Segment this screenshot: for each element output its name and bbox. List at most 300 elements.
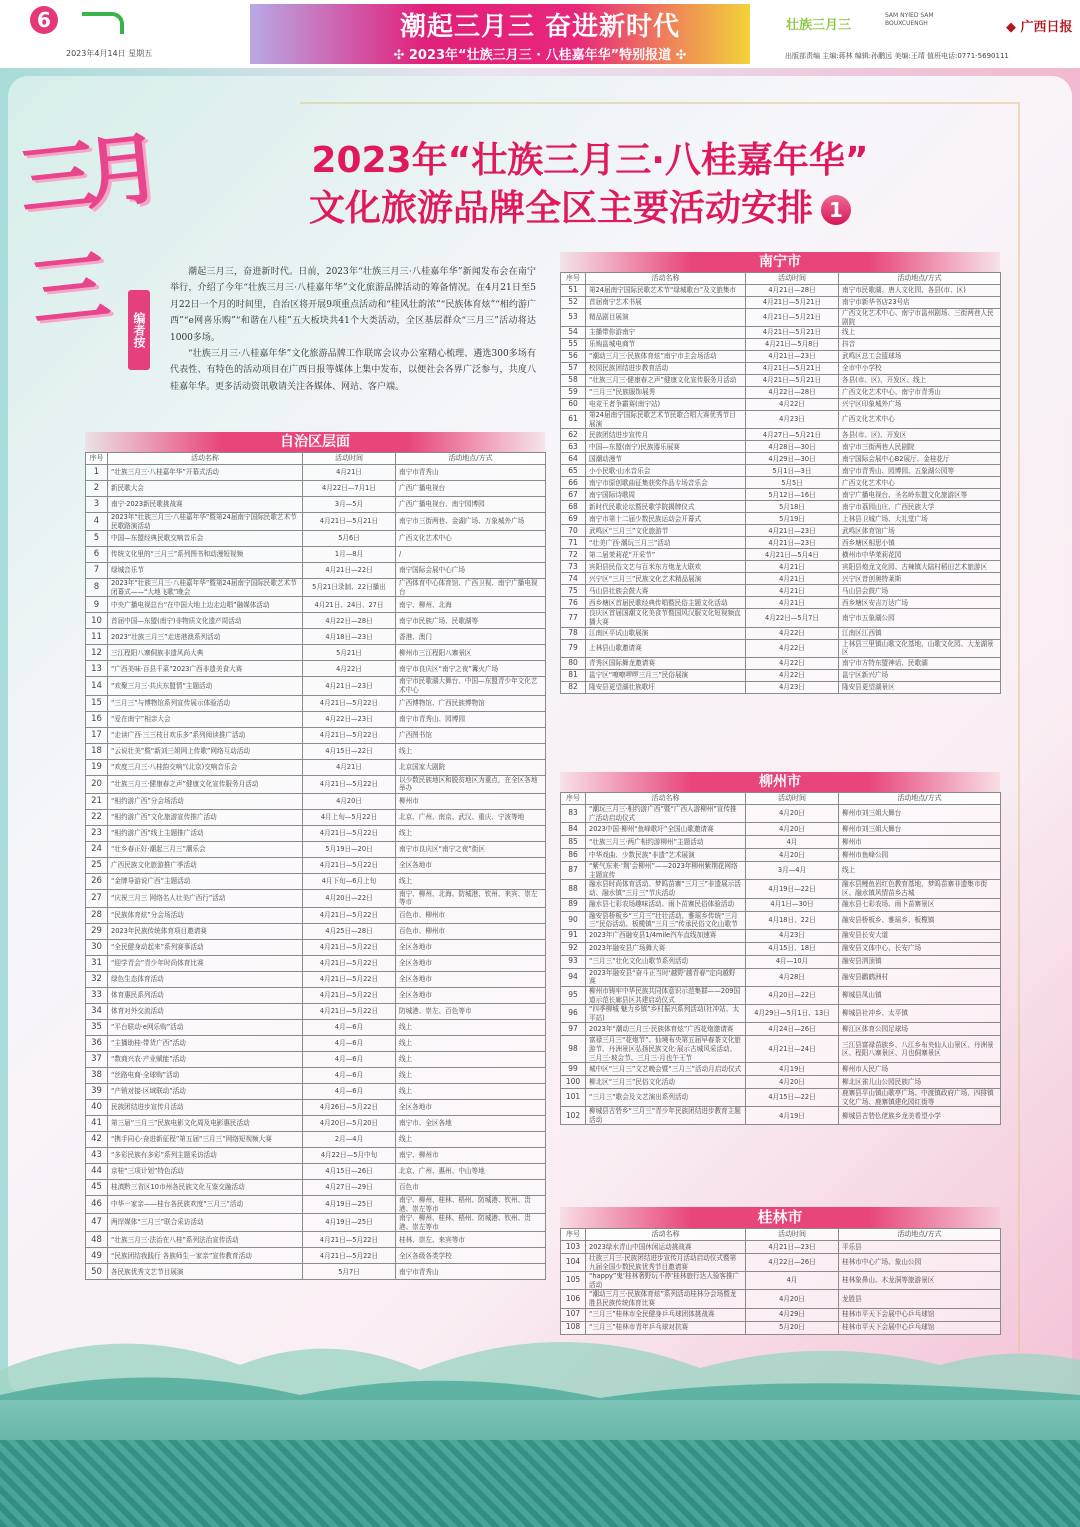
- table-row: [561, 1005, 1001, 1023]
- table-row: [86, 513, 546, 531]
- row-number: 91: [561, 929, 586, 942]
- activity-location: 鹿寨县平山镇山歌亭广场、中渡镇政府广场、四排镇文化广场、鹿寨镇建化园红街等: [839, 1089, 1001, 1107]
- activity-time: 4月27日—5月21日: [746, 429, 839, 441]
- table-row: [86, 563, 546, 579]
- activity-location: 桂林市平天下会展中心乒乓球馆: [839, 1321, 1001, 1334]
- row-number: 53: [561, 309, 586, 327]
- activity-name: 西乡塘区首届民歌经典传唱暨民俗主题文化活动: [586, 597, 746, 609]
- row-number: 92: [561, 942, 586, 955]
- row-number: 27: [86, 889, 108, 907]
- section-title-liuzhou: 柳州市: [560, 772, 1000, 792]
- table-guilin: [560, 1228, 1001, 1335]
- activity-location: 南宁市三街两巷人民剧院: [839, 441, 1001, 453]
- table-row: [561, 525, 1001, 537]
- row-number: 32: [86, 971, 108, 987]
- row-number: 82: [561, 681, 586, 693]
- table-row: [561, 465, 1001, 477]
- table-row: [86, 1083, 546, 1099]
- row-number: 100: [561, 1076, 586, 1089]
- activity-time: 4月21日: [746, 573, 839, 585]
- activity-name: 2023年融安县广场舞大赛: [586, 942, 746, 955]
- activity-name: 2023“壮族三月三”走进港澳系列活动: [108, 629, 303, 645]
- table-row: [86, 1179, 546, 1195]
- col-activity-name: 活动名称: [108, 453, 303, 465]
- row-number: 47: [86, 1214, 108, 1232]
- activity-location: 各县(市、区)、开发区: [839, 429, 1001, 441]
- row-number: 29: [86, 923, 108, 939]
- activity-time: 4月15日—26日: [303, 1163, 396, 1179]
- row-number: 45: [86, 1179, 108, 1195]
- activity-location: 柳州市人民广场: [839, 1063, 1001, 1076]
- table-row: [561, 453, 1001, 465]
- section-title-autonomous-region: 自治区层面: [85, 432, 545, 452]
- activity-name: 南宁市第十二届少数民族运动会开幕式: [586, 513, 746, 525]
- row-number: 104: [561, 1254, 586, 1272]
- activity-location: 香港、澳门: [396, 629, 546, 645]
- table-row: [561, 1308, 1001, 1321]
- activity-time: 2月—4月: [303, 1131, 396, 1147]
- activity-time: 4月22日—26日: [746, 1254, 839, 1272]
- row-number: 34: [86, 1003, 108, 1019]
- row-number: 21: [86, 793, 108, 809]
- activity-name: 富禄三月三“花炮节”、仙境布央第五届早春茶文化旅游节、丹洲景区弘扬民族文化·展示古城风采活动、三月三·坡会节、三月三·月也午王节: [586, 1036, 746, 1063]
- activity-time: 4月21日、24日、27日: [303, 597, 396, 613]
- row-number: 43: [86, 1147, 108, 1163]
- table-row: [86, 971, 546, 987]
- activity-location: 广西文化艺术中心: [839, 477, 1001, 489]
- activity-time: 4月上旬—5月22日: [303, 809, 396, 825]
- row-number: 19: [86, 759, 108, 775]
- activity-time: 4月21日—23日: [303, 677, 396, 695]
- table-liuzhou: [560, 792, 1001, 1125]
- table-row: [561, 339, 1001, 351]
- activity-name: “四季柳城 魅力乡镇”乡村振兴系列活动(社冲站、太平站): [586, 1005, 746, 1023]
- editor-note-paragraph: “壮族三月三·八桂嘉年华”文化旅游品牌工作联席会议办公室精心梳理、遴选300多场有代表性、有特色的活动项目在广西日报等媒体上集中发布，以便社会各界广泛参与，共度八桂嘉年华。更多活动资讯敬请关注各媒体、网站、客户端。: [170, 349, 536, 392]
- table-row: [561, 477, 1001, 489]
- activity-location: 广西广播电视台: [396, 481, 546, 497]
- activity-location: 兴宁区昔创奥特莱斯: [839, 573, 1001, 585]
- activity-location: 南宁、柳州、桂林、梧州、防城港、钦州、贵港、崇左等市: [396, 1195, 546, 1213]
- activity-name: 上林县山歌邀请赛: [586, 639, 746, 657]
- activity-time: 4月22日—28日: [746, 387, 839, 399]
- activity-time: 4月23日: [746, 411, 839, 429]
- activity-location: 柳州市: [839, 836, 1001, 849]
- activity-time: 4月28日: [746, 968, 839, 986]
- page-number: 6: [30, 6, 58, 34]
- activity-location: 全区各地市: [396, 857, 546, 873]
- activity-location: 各县(市、区)、开发区、线上: [839, 375, 1001, 387]
- activity-name: “欢聚三月三·共庆东盟情”主题活动: [108, 677, 303, 695]
- table-row: [561, 609, 1001, 627]
- activity-name: “平台联动·e网乐购”活动: [108, 1019, 303, 1035]
- row-number: 13: [86, 661, 108, 677]
- activity-time: 4月20日: [746, 1290, 839, 1308]
- activity-location: 全区各级各类学校: [396, 1248, 546, 1264]
- row-number: 103: [561, 1241, 586, 1254]
- activity-name: 壮族三月三·民族团结进步宣传月活动启动仪式暨第九届全国少数民族优秀节目邀请赛: [586, 1254, 746, 1272]
- activity-name: 武鸣区“三月三”文化旅游节: [586, 525, 746, 537]
- table-row: [86, 743, 546, 759]
- col-activity-name: 活动名称: [586, 1229, 746, 1241]
- row-number: 66: [561, 477, 586, 489]
- row-number: 95: [561, 986, 586, 1004]
- row-number: 85: [561, 836, 586, 849]
- table-row: [561, 399, 1001, 411]
- row-number: 99: [561, 1063, 586, 1076]
- activity-location: 西乡塘区相思小镇: [839, 537, 1001, 549]
- row-number: 74: [561, 573, 586, 585]
- table-row: [561, 297, 1001, 309]
- table-row: [86, 889, 546, 907]
- activity-location: 融水县七彩农场、雨卜苗寨景区: [839, 898, 1001, 911]
- activity-location: 宾阳县炮龙文化园、古辣镇大陆村稻田艺术旅游区: [839, 561, 1001, 573]
- table-row: [86, 1099, 546, 1115]
- table-row: [86, 481, 546, 497]
- table-row: [86, 1051, 546, 1067]
- main-title-line2: [0, 180, 1080, 231]
- table-row: [561, 585, 1001, 597]
- activity-time: 4月19日—25日: [303, 1195, 396, 1213]
- table-row: [86, 793, 546, 809]
- table-row: [86, 677, 546, 695]
- row-number: 80: [561, 657, 586, 669]
- activity-location: 广西体育中心体育馆、广西卫视、南宁广播电视台: [396, 579, 546, 597]
- activity-location: 南宁国际会展中心B2展厅、金桂花厅: [839, 453, 1001, 465]
- row-number: 101: [561, 1089, 586, 1107]
- activity-location: 全市中小学校: [839, 363, 1001, 375]
- activity-location: 平乐县: [839, 1241, 1001, 1254]
- activity-location: 全区各地市: [396, 1099, 546, 1115]
- activity-location: 马山县会鼓广场: [839, 585, 1001, 597]
- activity-location: 南宁国际会展中心广场: [396, 563, 546, 579]
- activity-name: “三月三”与博物馆系列宣传展示体验活动: [108, 695, 303, 711]
- table-row: [561, 1290, 1001, 1308]
- row-number: 86: [561, 849, 586, 862]
- table-row: [561, 955, 1001, 968]
- activity-name: “三月三”民族服饰展秀: [586, 387, 746, 399]
- table-row: [561, 862, 1001, 880]
- row-number: 96: [561, 1005, 586, 1023]
- activity-time: 4月21日—23日: [746, 351, 839, 363]
- activity-time: 4月21日—5月22日: [303, 695, 396, 711]
- table-row: [86, 1019, 546, 1035]
- activity-name: 马山县壮族会鼓大赛: [586, 585, 746, 597]
- activity-time: 5月5日: [746, 477, 839, 489]
- activity-time: 4月21日—5月22日: [303, 857, 396, 873]
- festival-logo: 壮族三月三: [786, 18, 852, 33]
- table-row: [561, 639, 1001, 657]
- activity-time: 4月21日—5月21日: [746, 297, 839, 309]
- activity-name: 中华戏曲、少数民族“非遗”艺术展演: [586, 849, 746, 862]
- activity-location: 融安县泗顶镇: [839, 955, 1001, 968]
- activity-name: 融水县七彩农场趣味活动、雨卜苗寨民俗体验活动: [586, 898, 746, 911]
- activity-location: 桂林市平天下会展中心乒乓球馆: [839, 1308, 1001, 1321]
- section-title-guilin: 桂林市: [560, 1207, 1000, 1228]
- row-number: 76: [561, 597, 586, 609]
- activity-location: 柳州市三江程阳八寨景区: [396, 645, 546, 661]
- row-number: 70: [561, 525, 586, 537]
- activity-location: 全区各地市: [396, 987, 546, 1003]
- row-number: 9: [86, 597, 108, 613]
- row-number: 4: [86, 513, 108, 531]
- activity-name: 第三届“三月三”民族电影文化周及电影惠民活动: [108, 1115, 303, 1131]
- activity-location: 柳州市刘三姐大舞台: [839, 823, 1001, 836]
- activity-time: 4月29日—30日: [746, 453, 839, 465]
- table-row: [561, 805, 1001, 823]
- table-row: [561, 537, 1001, 549]
- activity-time: 5月19日—20日: [303, 841, 396, 857]
- activity-location: 南宁市良庆区“南宁之夜”篝火广场: [396, 661, 546, 677]
- activity-name: “壮美广西·潮玩三月三”活动: [586, 537, 746, 549]
- col-activity-location: 活动地点/方式: [839, 1229, 1001, 1241]
- activity-name: “民族体育炫”分会场活动: [108, 907, 303, 923]
- row-number: 60: [561, 399, 586, 411]
- activity-location: 柳城县古砦仫佬族乡龙美希望小学: [839, 1107, 1001, 1125]
- activity-time: 4月21日—5月22日: [303, 1003, 396, 1019]
- col-number: 序号: [86, 453, 108, 465]
- col-activity-name: 活动名称: [586, 273, 746, 285]
- activity-name: 2023年“壮族三月三·八桂嘉年华”暨第24届南宁国际民歌艺术节民歌路演活动: [108, 513, 303, 531]
- activity-name: 2023年融安县“奋斗正当时‘越野’越青春”定向越野赛: [586, 968, 746, 986]
- activity-location: 百色市、柳州市: [396, 923, 546, 939]
- table-row: [561, 351, 1001, 363]
- activity-name: 新民歌大会: [108, 481, 303, 497]
- row-number: 106: [561, 1290, 586, 1308]
- table-row: [86, 1147, 546, 1163]
- table-row: [561, 1076, 1001, 1089]
- activity-location: 融水县鲤鱼岩红色教育基地、梦呜苗寨非遗集市街区、融水镇风情苗乡古城: [839, 880, 1001, 898]
- table-row: [86, 809, 546, 825]
- activity-time: 4月22日—5月中旬: [303, 1147, 396, 1163]
- activity-time: 4月21日: [303, 759, 396, 775]
- activity-time: 4月20日: [746, 823, 839, 836]
- table-row: [86, 1214, 546, 1232]
- row-number: 6: [86, 547, 108, 563]
- issue-date: 2023年4月14日 星期五: [66, 49, 153, 58]
- activity-location: 线上: [396, 743, 546, 759]
- editor-credits: 出版部责编 主编:蒋林 编辑:孙鹏远 美编:王靖 值班电话:0771-5690111: [785, 52, 1009, 60]
- activity-location: 柳北区雀儿山公园民族广场: [839, 1076, 1001, 1089]
- activity-name: 精品剧目展演: [586, 309, 746, 327]
- activity-time: 4月22日—5月7日: [746, 609, 839, 627]
- activity-location: 柳城县社冲乡、太平镇: [839, 1005, 1001, 1023]
- activity-location: 南宁市青秀山、园博园: [396, 711, 546, 727]
- table-nanning: [560, 272, 1001, 694]
- activity-location: 上林县三里镇山歌文化基地、山歌文化园、大龙湖景区: [839, 639, 1001, 657]
- activity-time: 5月19日: [746, 513, 839, 525]
- activity-time: 4月21日—5月22日: [303, 775, 396, 793]
- row-number: 8: [86, 579, 108, 597]
- row-number: 17: [86, 727, 108, 743]
- activity-name: 乐购邕城电商节: [586, 339, 746, 351]
- activity-time: 5月21日: [303, 645, 396, 661]
- activity-location: 南宁市青秀山: [396, 1264, 546, 1280]
- table-row: [561, 1036, 1001, 1063]
- table-row: [86, 711, 546, 727]
- row-number: 1: [86, 465, 108, 481]
- sanyuesan-calligraphy-art: 三月三: [15, 124, 152, 340]
- row-number: 40: [86, 1099, 108, 1115]
- table-row: [561, 327, 1001, 339]
- activity-name: 2023年“壮族三月三·八桂嘉年华”暨第24届南宁国际民歌艺术节闭幕式——“大地飞歌”晚会: [108, 579, 303, 597]
- activity-time: 4月22日—23日: [303, 711, 396, 727]
- col-activity-location: 活动地点/方式: [396, 453, 546, 465]
- row-number: 52: [561, 297, 586, 309]
- activity-location: 南宁市三街两巷、金湖广场、万象城外广场: [396, 513, 546, 531]
- activity-name: 2023绿水青山中国休闲运动挑战赛: [586, 1241, 746, 1254]
- activity-name: 各民族优秀文艺节目展演: [108, 1264, 303, 1280]
- activity-name: “多彩民族有多彩”系列主题采访活动: [108, 1147, 303, 1163]
- activity-time: 4月22日—28日: [303, 613, 396, 629]
- row-number: 97: [561, 1023, 586, 1036]
- row-number: 12: [86, 645, 108, 661]
- table-row: [561, 986, 1001, 1004]
- row-number: 22: [86, 809, 108, 825]
- row-number: 48: [86, 1232, 108, 1248]
- activity-location: 广西博物馆、广西民族博物馆: [396, 695, 546, 711]
- row-number: 75: [561, 585, 586, 597]
- activity-time: 4月—6月: [303, 1067, 396, 1083]
- activity-name: 小小民歌·山水音乐会: [586, 465, 746, 477]
- newspaper-logo: ◆ 广西日报: [1006, 20, 1073, 35]
- activity-time: 4月—6月: [303, 1051, 396, 1067]
- activity-location: 北京国家大剧院: [396, 759, 546, 775]
- activity-name: 南宁国际诗歌周: [586, 489, 746, 501]
- row-number: 3: [86, 497, 108, 513]
- activity-location: 全区各地市: [396, 955, 546, 971]
- activity-time: 5月20日: [746, 1321, 839, 1334]
- activity-time: 4月下旬—6月上旬: [303, 873, 396, 889]
- activity-location: 线上: [396, 1019, 546, 1035]
- editor-note: [170, 264, 536, 395]
- table-row: [561, 1241, 1001, 1254]
- activity-time: 4月19日: [746, 1107, 839, 1125]
- activity-location: 柳城县凤山镇: [839, 986, 1001, 1004]
- row-number: 89: [561, 898, 586, 911]
- row-number: 36: [86, 1035, 108, 1051]
- row-number: 69: [561, 513, 586, 525]
- row-number: 11: [86, 629, 108, 645]
- table-row: [86, 939, 546, 955]
- activity-time: 4月23日: [746, 929, 839, 942]
- activity-location: 南宁市青秀山: [396, 465, 546, 481]
- activity-location: 三江县富禄苗族乡、八江乡布央仙人山景区、丹洲景区、程阳八寨景区、月也侗寨景区: [839, 1036, 1001, 1063]
- row-number: 90: [561, 911, 586, 929]
- table-row: [561, 681, 1001, 693]
- activity-time: 4月20日—22日: [746, 986, 839, 1004]
- activity-time: 4月21日—5月22日: [303, 907, 396, 923]
- row-number: 61: [561, 411, 586, 429]
- header-title: 潮起三月三 奋进新时代: [399, 12, 681, 42]
- row-number: 83: [561, 805, 586, 823]
- activity-name: “相约游广西”文化旅游宣传推广活动: [108, 809, 303, 825]
- table-row: [86, 1067, 546, 1083]
- activity-location: 广西文化艺术中心: [396, 531, 546, 547]
- activity-location: 融安县鹳鹤洲村: [839, 968, 1001, 986]
- activity-name: 中国—东盟(南宁)民族器乐展赛: [586, 441, 746, 453]
- table-row: [561, 387, 1001, 399]
- activity-name: “紫气东来·‘荆’会柳州”——2023年柳州紫荆花网络主题宣传: [586, 862, 746, 880]
- table-header-row: [561, 793, 1001, 805]
- activity-name: 中国—东盟经典民歌交响音乐会: [108, 531, 303, 547]
- activity-name: “三月三”壮化文化山歌节系列活动: [586, 955, 746, 968]
- table-row: [561, 363, 1001, 375]
- activity-location: 南宁市民歌湖、唐人文化园、各县(市、区): [839, 285, 1001, 297]
- activity-name: 南宁市原创歌曲征集获奖作品专场音乐会: [586, 477, 746, 489]
- activity-time: 4月22日: [746, 639, 839, 657]
- main-title-line1: 2023年“壮族三月三·八桂嘉年华”: [311, 140, 869, 181]
- activity-name: “相约游广西”线上主题推广活动: [108, 825, 303, 841]
- table-row: [86, 987, 546, 1003]
- table-row: [561, 597, 1001, 609]
- activity-name: 2023中国·柳州“鱼峰歌圩”全国山歌邀请赛: [586, 823, 746, 836]
- table-row: [561, 489, 1001, 501]
- activity-location: 南宁市良庆区“南宁之夜”街区: [396, 841, 546, 857]
- activity-location: 桂林象鼻山、木龙洞等旅游景区: [839, 1272, 1001, 1290]
- activity-time: 1月—8月: [303, 547, 396, 563]
- table-row: [561, 573, 1001, 585]
- activity-name: 绿色生态体育活动: [108, 971, 303, 987]
- activity-name: “三月三”桂林市全民健身乒乓球团体挑战赛: [586, 1308, 746, 1321]
- activity-location: 南宁市青秀山、园博园、五象湖公园等: [839, 465, 1001, 477]
- activity-time: 4月27日—29日: [303, 1179, 396, 1195]
- activity-time: 4月15日—22日: [303, 743, 396, 759]
- activity-time: 4月21日—5月21日: [746, 375, 839, 387]
- table-row: [86, 841, 546, 857]
- table-row: [561, 1023, 1001, 1036]
- activity-location: 全区各地市: [396, 971, 546, 987]
- row-number: 39: [86, 1083, 108, 1099]
- table-row: [561, 911, 1001, 929]
- activity-location: 南宁、柳州、桂林、梧州、防城港、钦州、贵港、崇左等市: [396, 1214, 546, 1232]
- activity-location: 百色市: [396, 1179, 546, 1195]
- row-number: 71: [561, 537, 586, 549]
- table-row: [561, 1272, 1001, 1290]
- activity-time: 4月15日、18日: [746, 942, 839, 955]
- row-number: 78: [561, 627, 586, 639]
- row-number: 46: [86, 1195, 108, 1213]
- table-row: [561, 942, 1001, 955]
- activity-name: 良庆区首届国潮文化美食节暨国风汉服文化短视频直播大赛: [586, 609, 746, 627]
- activity-time: 3月—5月: [303, 497, 396, 513]
- row-number: 57: [561, 363, 586, 375]
- activity-location: 广西文化艺术中心: [839, 411, 1001, 429]
- activity-name: 柳城县古砦乡“三月三”青少年民族团结进步教育主题活动: [586, 1107, 746, 1125]
- activity-time: 4月22日: [746, 657, 839, 669]
- row-number: 98: [561, 1036, 586, 1063]
- activity-name: 柳州市铸牢中华民族共同体意识示范集群——209国道示范长廊县区共建启动仪式: [586, 986, 746, 1004]
- activity-name: “壮族三月三·健康春之声”健康文化宣传服务月活动: [108, 775, 303, 793]
- row-number: 81: [561, 669, 586, 681]
- activity-location: 线上: [396, 873, 546, 889]
- activity-name: “广西美味·百县千菜”2023广西非遗美食大赛: [108, 661, 303, 677]
- activity-name: 2023年“潮动三月三·民族体育炫”广西花炮邀请赛: [586, 1023, 746, 1036]
- activity-name: 第24届南宁国际民歌艺术节“绿城歌台”及文旅集市: [586, 285, 746, 297]
- col-activity-name: 活动名称: [586, 793, 746, 805]
- editor-note-paragraph: 潮起三月三，奋进新时代。日前，2023年“壮族三月三·八桂嘉年华”新闻发布会在南宁举行，介绍了今年“壮族三月三·八桂嘉年华”文化旅游品牌活动的筹备情况。在4月21日至5月22日一个月的时间里，自治区将开展9项重点活动和“桂风壮韵浓”“民族体育炫”“相约游广西”“e网喜乐购”“和谐在八桂”五大板块共41个大类活动，全区基层群众“三月三”活动将达1000多场。: [170, 267, 536, 343]
- activity-time: 3月—4月: [746, 862, 839, 880]
- table-row: [561, 823, 1001, 836]
- activity-time: 4月21日—5月22日: [303, 727, 396, 743]
- row-number: 41: [86, 1115, 108, 1131]
- activity-time: 4月21日—23日: [746, 537, 839, 549]
- activity-time: 4月21日—22日: [303, 563, 396, 579]
- activity-name: “数商兴农·产业赋能”活动: [108, 1051, 303, 1067]
- activity-location: 线上: [396, 1067, 546, 1083]
- activity-location: 柳州市刘三姐大舞台: [839, 805, 1001, 823]
- activity-name: 绿城音乐节: [108, 563, 303, 579]
- activity-name: 江南区平试山歌展演: [586, 627, 746, 639]
